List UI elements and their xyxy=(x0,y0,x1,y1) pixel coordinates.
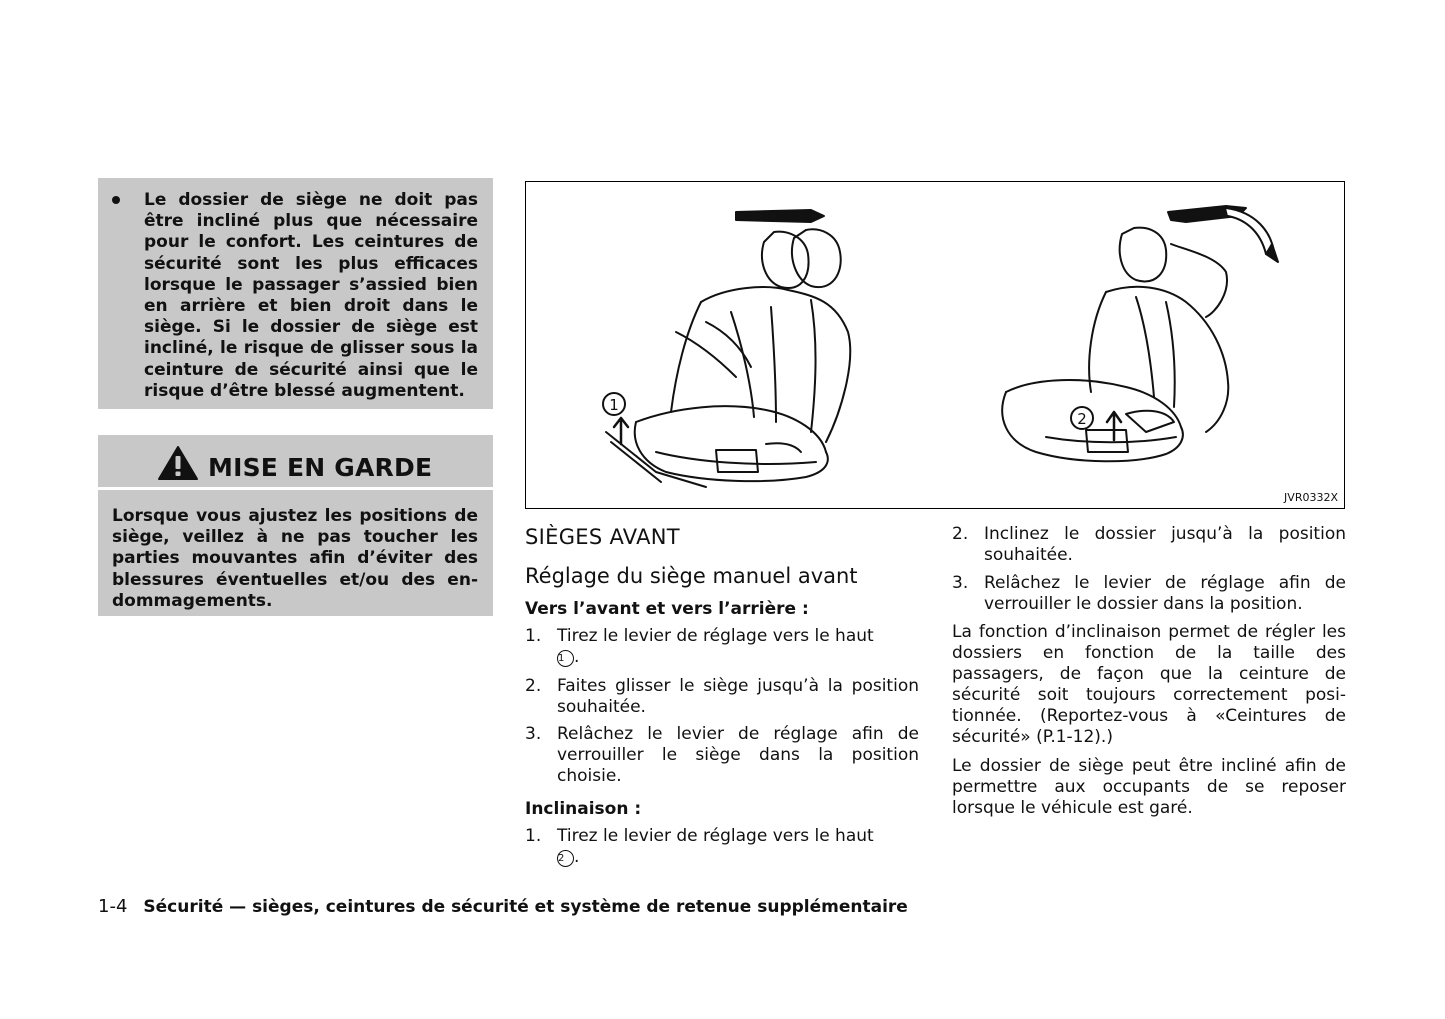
page-number: 1-4 xyxy=(98,896,128,917)
list-item xyxy=(952,573,1346,617)
seat-figure xyxy=(525,181,1345,509)
callout-1: 1 xyxy=(609,396,619,414)
list-item xyxy=(525,626,919,670)
caution-text: Le dossier de siège ne doit pas être incliné plus que nécessaire pour le confort. Les ceintures de sécurité sont les plus efficaces lorsque le passager s’assied bien en arrière et bien droit dans le siège. Si le dossier de siège est incliné, le risque de glisser sous la ceinture de sécurité ainsi que le risque d’être blessé augmentent. xyxy=(144,190,478,401)
step-text: Tirez le levier de réglage vers le haut 2 . xyxy=(557,826,874,867)
step-text: Relâchez le levier de réglage afin de verrouiller le siège dans la position choisie. xyxy=(557,724,919,786)
warning-title-bar xyxy=(98,435,493,487)
list-item xyxy=(952,524,1346,568)
step-text: Relâchez le levier de réglage afin de verrouiller le dossier dans la position. xyxy=(984,573,1346,614)
callout-2: 2 xyxy=(1077,410,1087,428)
warning-text: Lorsque vous ajustez les positions de siège, veillez à ne pas toucher les parties mouvantes afin d’éviter des blessures éventuelles et/ou des endommagements. xyxy=(112,506,478,611)
seat-illustration xyxy=(526,182,1343,507)
callout-ref-1: 1 xyxy=(557,650,574,667)
paragraph-recline-function: La fonction d’inclinaison permet de régler les dossiers en fonction de la taille des passagers, de façon que la ceinture de sécurité soit toujours correctement positionnée. (Reportez-vous à «Ceintures de sécurité» (P.1-12).) xyxy=(952,622,1346,747)
step-number: 2. xyxy=(952,524,969,544)
caution-box xyxy=(98,178,493,409)
fore-aft-heading: Vers l’avant et vers l’arrière : xyxy=(525,599,809,619)
recline-heading: Inclinaison : xyxy=(525,799,642,819)
chapter-title: Sécurité — sièges, ceintures de sécurité et système de retenue supplémentaire xyxy=(143,897,908,917)
bullet-icon xyxy=(112,196,120,204)
step-number: 3. xyxy=(952,573,969,593)
list-item xyxy=(525,724,919,790)
warning-triangle-icon xyxy=(157,445,199,485)
callout-ref-2: 2 xyxy=(557,850,574,867)
page-footer xyxy=(98,896,908,917)
step-number: 1. xyxy=(525,826,542,846)
step-text: Tirez le levier de réglage vers le haut 1 . xyxy=(557,626,874,667)
step-text: Inclinez le dossier jusqu’à la position souhaitée. xyxy=(984,524,1346,565)
figure-code: JVR0332X xyxy=(1284,491,1338,504)
step-text: Faites glisser le siège jusqu’à la position souhaitée. xyxy=(557,676,919,717)
step-number: 2. xyxy=(525,676,542,696)
warning-body xyxy=(98,490,493,616)
step-number: 1. xyxy=(525,626,542,646)
warning-title: MISE EN GARDE xyxy=(208,453,433,482)
step-number: 3. xyxy=(525,724,542,744)
list-item xyxy=(525,676,919,720)
subsection-heading: Réglage du siège manuel avant xyxy=(525,564,858,588)
section-heading: SIÈGES AVANT xyxy=(525,525,680,549)
paragraph-recline-rest: Le dossier de siège peut être incliné afin de permettre aux occupants de se reposer lorsque le véhicule est garé. xyxy=(952,756,1346,818)
list-item xyxy=(525,826,919,870)
